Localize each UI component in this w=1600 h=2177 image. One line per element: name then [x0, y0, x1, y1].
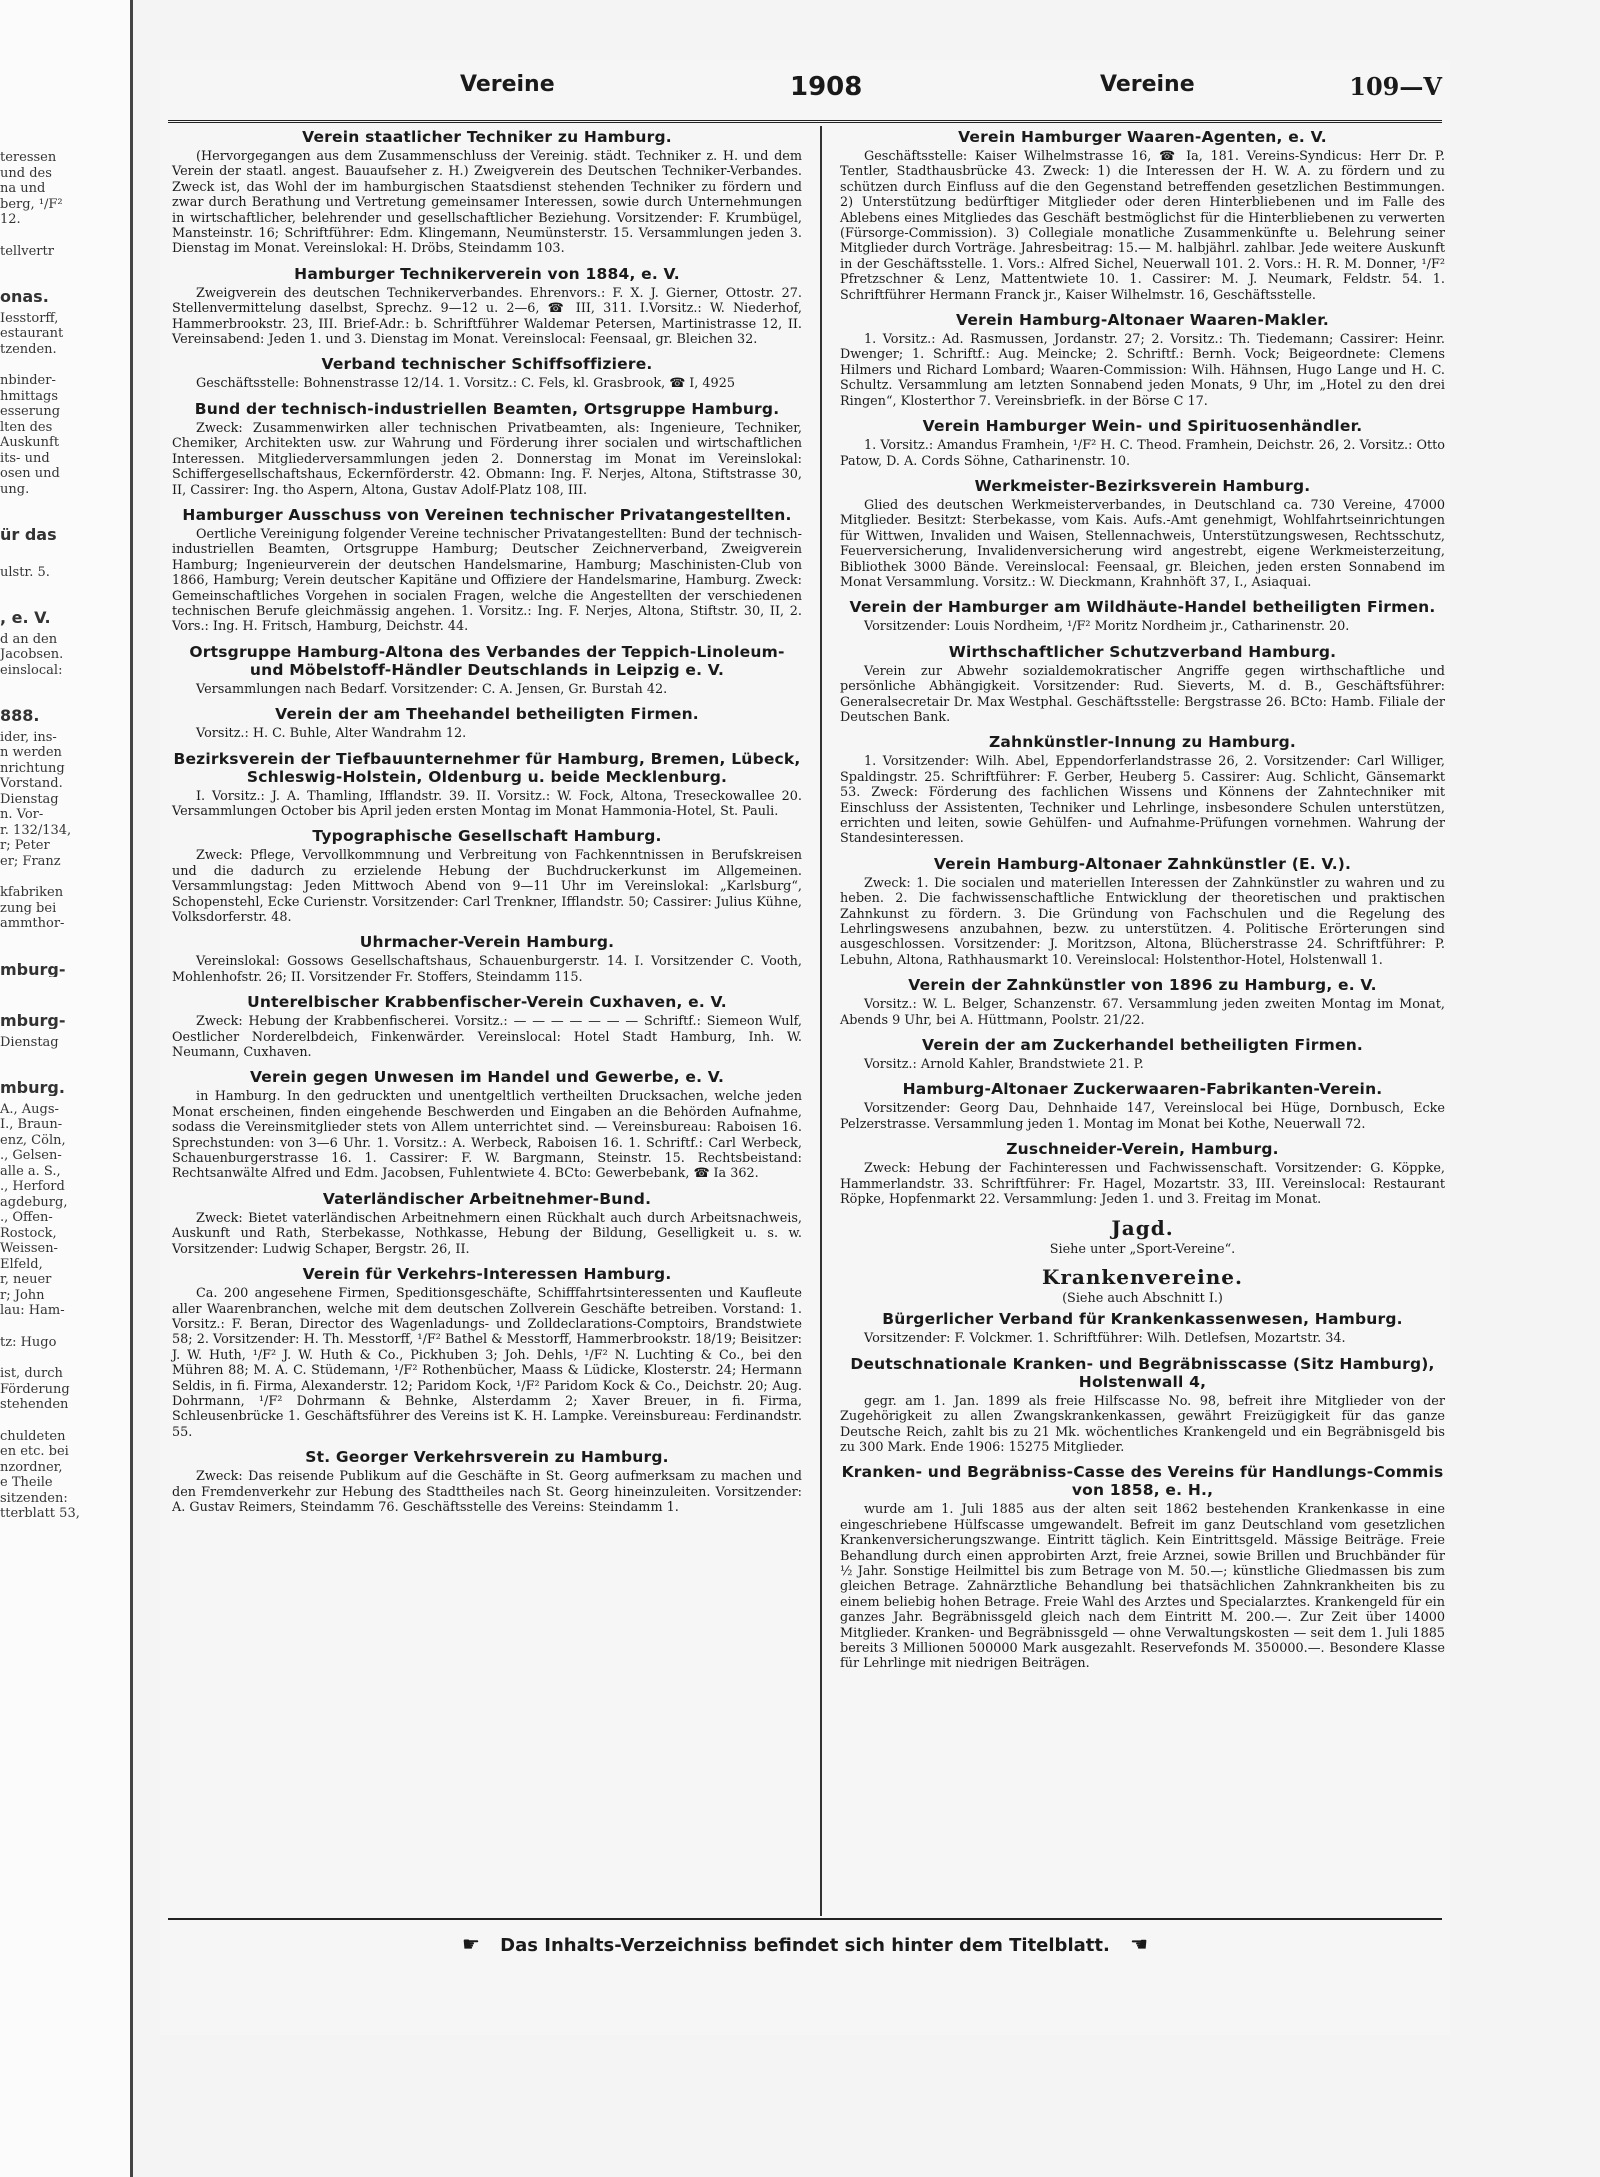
fragment-line: mburg-	[0, 1013, 66, 1029]
fragment-line: er; Franz	[0, 853, 61, 869]
club-entry	[172, 1190, 802, 1257]
club-entry	[172, 827, 802, 925]
club-description: I. Vorsitz.: J. A. Thamling, Ifflandstr. 39. II. Vorsitz.: W. Fock, Altona, Treseckowallee 20. Versammlungen October bis April jeden ersten Montag im Monat Hammonia-Hotel, St. Pauli.	[172, 788, 802, 819]
fragment-line	[0, 259, 118, 275]
club-entry	[172, 265, 802, 348]
fragment-line	[0, 678, 118, 694]
club-entry	[172, 400, 802, 498]
club-name: Bürgerlicher Verband für Krankenkassenwesen, Hamburg.	[882, 1310, 1403, 1329]
club-name: Verein der am Theehandel betheiligten Firmen.	[275, 705, 699, 724]
fragment-line: sitzenden:	[0, 1490, 68, 1506]
fragment-line: d an den	[0, 631, 58, 647]
fragment-line: berg, ¹/F²	[0, 196, 63, 212]
fragment-line: en etc. bei	[0, 1444, 69, 1459]
pointing-hand-left-icon: ☚	[1130, 1932, 1149, 1956]
club-description: 1. Vorsitzender: Wilh. Abel, Eppendorferlandstrasse 26, 2. Vorsitzender: Carl Williger, Spaldingstr. 25. Schriftführer: F. Gerber, Heuberg 5. Cassirer: Aug. Schlicht, Gänsemarkt 53. Zweck: Förderung des fachlichen Wissens und Könnens der Zahntechniker mit Einschluss der Assistenten, Techniker und Lehrlinge, insbesondere Schulen unterstützen, errichten und leiten, sowie Gehülfen- und Aufnahme-Prüfungen vornehmen. Wahrung der Standesinteressen.	[840, 754, 1445, 847]
fragment-line: und des	[0, 165, 52, 181]
fragment-line: chuldeten	[0, 1428, 66, 1444]
club-entry	[172, 750, 802, 820]
club-entry	[840, 1140, 1445, 1207]
club-description: Vorsitz.: H. C. Buhle, Alter Wandrahm 12.	[196, 726, 467, 742]
club-entry	[840, 311, 1445, 409]
fragment-line	[0, 549, 118, 565]
fragment-line: esserung	[0, 404, 61, 419]
fragment-line: ulstr. 5.	[0, 564, 50, 580]
club-description: Zweck: Zusammenwirken aller technischen Privatbeamten, als: Ingenieure, Techniker, Chemiker, Architekten usw. zur Wahrung und Förderung ihrer socialen und wirtschaftlichen Interessen. Mitgliederversammlungen jeden 2. Donnerstag im Monat im Vereinslokal: Schiffergesellschaftshaus, Eckernförderstr. 42. Obmann: Ing. F. Nerjes, Altona, Stiftstrasse 30, II, Cassirer: Ing. tho Aspern, Altona, Gustav Adolf-Platz 108, III.	[172, 420, 802, 498]
left-column	[172, 128, 802, 1523]
fragment-line: Vorstand.	[0, 776, 63, 791]
fragment-line: Weissen-	[0, 1241, 58, 1256]
club-description: gegr. am 1. Jan. 1899 als freie Hilfscasse No. 98, befreit ihre Mitglieder von der Zugehörigkeit zu allen Zwangskrankenkassen, gewährt Freizügigkeit für das ganze Deutsche Reich, zahlt bis zu 21 Mk. wöchentliches Krankengeld und ein Begräbnisgeld bis zu 300 Mark. Ende 1906: 15275 Mitglieder.	[840, 1393, 1445, 1455]
fragment-line: r. 132/134,	[0, 822, 72, 838]
club-description: 1. Vorsitz.: Ad. Rasmussen, Jordanstr. 27; 2. Vorsitz.: Th. Tiedemann; Cassirer: Heinr. Dwenger; 1. Schriftf.: Aug. Meincke; 2. Schriftf.: Bernh. Vock; Beigeordnete: Clemens Hilmers und Richard Lombard; Waaren-Commission: Wilh. Hähnsen, Hugo Lange und H. C. Schultz. Versammlung am letzten Sonnabend jeden Monats, 9 Uhr, im „Hotel zu den drei Ringen“, Klosterthor 7. Vereinsbriefk. in der Börse C 17.	[840, 332, 1445, 409]
club-name: Verein Hamburger Wein- und Spirituosenhändler.	[922, 417, 1363, 436]
section-note-jagd: Siehe unter „Sport-Vereine“.	[1049, 1241, 1236, 1257]
fragment-line: tzenden.	[0, 341, 57, 357]
club-entry	[840, 1036, 1445, 1072]
fragment-line	[0, 497, 118, 513]
pointing-hand-right-icon: ☛	[461, 1932, 480, 1956]
club-name: Verein gegen Unwesen im Handel und Gewerbe, e. V.	[249, 1068, 725, 1087]
club-description: Ca. 200 angesehene Firmen, Speditionsgeschäfte, Schifffahrtsinteressenten und Kaufleute aller Waarenbranchen, welche mit dem deutschen Zollverein Geschäfte betreiben. Vorstand: 1. Vorsitz.: F. Beran, Director des Wagenladungs- und Zolldeclarations-Comptoirs, Brandstwiete 58; 2. Vorsitzender: H. Th. Messtorff, ¹/F² Bathel & Messtorff, Hammerbrookstr. 18/19; Beisitzer: J. W. Huth, ¹/F² J. W. Huth & Co., Pickhuben 3; Joh. Dehls, ¹/F² N. Luchting & Co., bei den Mühren 88; M. A. C. Stüdemann, ¹/F² Rothenbücher, Maass & Lüdicke, Klosterstr. 24; Hermann Seldis, in fi. Firma, Alexanderstr. 12; Paridom Kock, ¹/F² Paridom Kock & Co., Deichstr. 20; Aug. Dohrmann, ¹/F² Dohrmann & Behnke, Alsterdamm 2; Xaver Breuer, in fi. Firma, Schleusenbrücke 1. Geschäftsführer des Vereins ist K. H. Lampke. Vereinsbureau: Ferdinandstr. 55.	[172, 1286, 802, 1440]
club-name: Verein Hamburg-Altonaer Waaren-Makler.	[956, 311, 1329, 330]
club-name: Verein staatlicher Techniker zu Hamburg.	[302, 128, 672, 146]
fragment-line: r; John	[0, 1287, 45, 1303]
fragment-line: na und	[0, 181, 46, 196]
club-entry	[840, 1463, 1445, 1671]
club-description: Zweck: Hebung der Fachinteressen und Fachwissenschaft. Vorsitzender: G. Köppke, Hammerlandstr. 33. Schriftführer: Fr. Hagel, Mozartstr. 33, III. Vereinslocal: Restaurant Röpke, Hopfenmarkt 22. Versammlung: Jeden 1. und 3. Freitag im Monat.	[840, 1161, 1445, 1208]
club-entry	[172, 643, 802, 697]
club-name: Wirthschaftlicher Schutzverband Hamburg.	[948, 642, 1337, 661]
section-note-kranken: (Siehe auch Abschnitt I.)	[1062, 1290, 1223, 1306]
club-description: Geschäftsstelle: Kaiser Wilhelmstrasse 16, ☎ Ia, 181. Vereins-Syndicus: Herr Dr. P. Tentler, Stadthausbrücke 43. Zweck: 1) die Interessen der H. W. A. zu fördern und zu schützen durch Einfluss auf die den Gegenstand betreffenden gesetzlichen Bestimmungen. 2) Unterstützung bedürftiger Mitglieder oder deren Hinterbliebenen und im Falle des Ablebens eines Mitgliedes das Geschäft bestmöglichst für die Hinterbliebenen zu verwerten (Fürsorge-Commission). 3) Collegiale monatliche Zusammenkünfte u. Belehrung seiner Mitglieder durch Vorträge. Jahresbeitrag: 15.— M. halbjährl. zahlbar. Jede weitere Auskunft in der Geschäftsstelle. 1. Vors.: Alfred Sichel, Neuerwall 101. 2. Vors.: H. R. M. Donner, ¹/F² Pfretzschner & Lenz, Mattentwiete 10. 1. Cassirer: M. J. Neumark, Feldstr. 54. 1. Schriftführer Hermann Franck jr., Kaiser Wilhelmstr. 16, Geschäftsstelle.	[840, 149, 1445, 303]
club-description: Zweck: Bietet vaterländischen Arbeitnehmern einen Rückhalt auch durch Arbeitsnachweis, Auskunft und Rath, Sterbekasse, Nothkasse, Hebung der Bildung, Geselligkeit u. s. w. Vorsitzender: Ludwig Schaper, Bergstr. 26, II.	[172, 1210, 802, 1257]
header-left: Vereine	[460, 72, 555, 97]
club-description: wurde am 1. Juli 1885 aus der alten seit 1862 bestehenden Krankenkasse in eine eingeschriebene Hülfscasse umgewandelt. Befreit im ganz Deutschland vom gesetzlichen Krankenversicherungszwange. Eintritt täglich. Kein Eintrittsgeld. Mässige Beiträge. Freie Behandlung durch einen approbirten Arzt, freie Arznei, sowie Brillen und Bruchbänder für ½ Jahr. Sonstige Heilmittel bis zum Betrage von M. 50.—; künstliche Gliedmassen bis zum gleichen Betrage. Zahnärztliche Behandlung bei thatsächlichen Zahnkrankheiten bis zu einem beliebig hohen Betrage. Freie Wahl des Arztes und Specialarztes. Krankengeld für ein ganzes Jahr. Begräbnissgeld gleich nach dem Eintritt M. 200.—. Zur Zeit über 14000 Mitglieder. Kranken- und Begräbnissgeld — ohne Verwaltungskosten — seit dem 1. Juli 1885 bereits 3 Millionen 500000 Mark ausgezahlt. Reservefonds M. 350000.—. Besondere Klasse für Lehrlinge mit niedrigen Beiträgen.	[840, 1502, 1445, 1672]
adjacent-page-fragments	[0, 150, 118, 1522]
club-entry	[840, 1080, 1445, 1132]
fragment-line: Rostock,	[0, 1225, 57, 1241]
club-name: Verband technischer Schiffsoffiziere.	[321, 355, 653, 374]
club-entry	[172, 355, 802, 391]
fragment-line: r, neuer	[0, 1272, 52, 1287]
fragment-line: ., Gelsen-	[0, 1148, 62, 1163]
club-description: Vorsitzender: Georg Dau, Dehnhaide 147, Vereinslocal bei Hüge, Dornbusch, Ecke Pelzerstrasse. Versammlung jeden 1. Montag im Monat bei Kothe, Neuerwall 72.	[840, 1101, 1445, 1132]
club-description: Glied des deutschen Werkmeisterverbandes, in Deutschland ca. 730 Vereine, 47000 Mitglieder. Besitzt: Sterbekasse, vom Kais. Aufs.-Amt genehmigt, Wohlfahrtseinrichtungen für Wittwen, Invaliden und Waisen, Stellennachweis, Unterstützungswesen, Rechtsschutz, Feuerversicherung, Invalidenversicherung wird angestrebt, eigene Werkmeisterzeitung, Bibliothek 3000 Bände. Vereinslocal: Feensaal, gr. Bleichen, jeden ersten Sonnabend im Monat Versammlung. Vorsitz.: W. Dieckmann, Krahnhöft 37, I., Asiaquai.	[840, 497, 1445, 590]
club-description: Zweck: 1. Die socialen und materiellen Interessen der Zahnkünstler zu wahren und zu heben. 2. Die fachwissenschaftliche Entwicklung der theoretischen und praktischen Zahnkunst zu fördern. 3. Die Gründung von Fachschulen und die Regelung des Lehrlingswesens anzubahnen, bezw. zu unterstützen. 4. Politische Erörterungen sind ausgeschlossen. Vorsitzender: J. Moritzson, Altona, Blücherstrasse 24. Schriftführer: P. Lebuhn, Altona, Rathhausmarkt 10. Vereinslocal: Holstenthor-Hotel, Holstenwall 1.	[840, 875, 1445, 968]
fragment-line: n. Vor-	[0, 807, 44, 822]
club-entry	[172, 128, 802, 257]
club-description: Verein zur Abwehr sozialdemokratischer Angriffe gegen wirthschaftliche und persönliche Abhängigkeit. Vorsitzender: Rud. Sieverts, M. d. B., Geschäftsführer: Generalsecretair Dr. Max Westphal. Geschäftsstelle: Bergstrasse 26. BCto: Hamb. Filiale der Deutschen Bank.	[840, 663, 1445, 725]
club-description: Vorsitz.: W. L. Belger, Schanzenstr. 67. Versammlung jeden zweiten Montag im Monat, Abends 9 Uhr, bei A. Hüttmann, Poolstr. 21/22.	[840, 997, 1445, 1028]
club-name: Bund der technisch-industriellen Beamten, Ortsgruppe Hamburg.	[194, 399, 780, 418]
club-name: Werkmeister-Bezirksverein Hamburg.	[974, 476, 1311, 495]
directory-page	[160, 60, 1450, 2035]
fragment-line: A., Augs-	[0, 1101, 59, 1117]
footer-rule	[168, 1918, 1442, 1920]
club-entry	[840, 477, 1445, 590]
fragment-line	[0, 357, 118, 373]
fragment-line: mburg.	[0, 1080, 65, 1096]
club-name: Unterelbischer Krabbenfischer-Verein Cuxhaven, e. V.	[247, 993, 727, 1012]
club-description: (Hervorgegangen aus dem Zusammenschluss der Vereinig. städt. Techniker z. H. und dem Verein der staatl. angest. Bauaufseher z. H.) Zweigverein des Deutschen Techniker-Verbandes. Zweck ist, das Wohl der im hamburgischen Staatsdienst stehenden Techniker zu fördern und zwar durch Berathung und Vertretung gemeinsamer Interessen, sowie durch Unternehmungen in wirtschaftlicher, belehrender und gesellschaftlicher Beziehung. Vorsitzender: F. Krumbügel, Mansteinstr. 16; Schriftführer: Edm. Klingemann, Neumünsterstr. 15. Versammlungen jeden 3. Dienstag im Monat. Vereinslokal: H. Dröbs, Steindamm 103.	[172, 149, 802, 257]
fragment-line: Förderung	[0, 1381, 70, 1397]
fragment-line: tellvertr	[0, 243, 54, 259]
fragment-line	[0, 1319, 118, 1335]
club-name: Hamburger Technikerverein von 1884, e. V.	[294, 264, 680, 283]
fragment-line: nzordner,	[0, 1459, 63, 1475]
section-heading-jagd: Jagd.	[1111, 1215, 1174, 1240]
fragment-line: lten des	[0, 419, 53, 435]
club-entry	[840, 643, 1445, 726]
fragment-line: zung bei	[0, 900, 57, 916]
fragment-line: onas.	[0, 289, 49, 305]
fragment-line: 12.	[0, 212, 21, 227]
club-name: Verein für Verkehrs-Interessen Hamburg.	[302, 1265, 672, 1284]
fragment-line: n werden	[0, 745, 62, 760]
footer-notice	[160, 1932, 1450, 1956]
fragment-line: ammthor-	[0, 916, 65, 931]
club-entry	[840, 733, 1445, 846]
club-entry	[172, 705, 802, 741]
fragment-line: kfabriken	[0, 885, 64, 900]
fragment-line: nbinder-	[0, 373, 56, 388]
fragment-line: its- und	[0, 450, 50, 466]
club-name: Verein der Zahnkünstler von 1896 zu Hamburg, e. V.	[908, 976, 1377, 995]
club-description: Zweck: Das reisende Publikum auf die Geschäfte in St. Georg aufmerksam zu machen und den Fremdenverkehr zur Hebung des Stadttheiles nach St. Georg hineinzuleiten. Vorsitzender: A. Gustav Reimers, Steindamm 76. Geschäftsstelle des Vereins: Steindamm 1.	[172, 1469, 802, 1515]
club-name: Ortsgruppe Hamburg-Altona des Verbandes der Teppich-Linoleum- und Möbelstoff-Händler Deutschlands in Leipzig e. V.	[189, 642, 785, 679]
jagd-section	[840, 1216, 1445, 1257]
header-right: Vereine	[1100, 72, 1195, 97]
club-entry	[840, 855, 1445, 968]
page-header	[160, 72, 1450, 116]
fragment-line	[0, 1050, 118, 1066]
club-name: Bezirksverein der Tiefbauunternehmer für Hamburg, Bremen, Lübeck, Schleswig-Holstein, Oldenburg u. beide Mecklenburg.	[173, 749, 801, 786]
fragment-line: I., Braun-	[0, 1117, 63, 1132]
club-entry	[172, 1068, 802, 1181]
fragment-line: osen und	[0, 466, 60, 481]
fragment-line: Auskunft	[0, 435, 60, 450]
club-name: Zuschneider-Verein, Hamburg.	[1006, 1140, 1279, 1159]
fragment-line: ider, ins-	[0, 729, 57, 745]
fragment-line: teressen	[0, 150, 57, 165]
club-name: Typographische Gesellschaft Hamburg.	[312, 827, 662, 846]
fragment-line: Jacobsen.	[0, 647, 64, 662]
fragment-line	[0, 1350, 118, 1366]
fragment-line: einslocal:	[0, 662, 63, 678]
club-name: Hamburger Ausschuss von Vereinen technischer Privatangestellten.	[182, 505, 792, 524]
club-entry	[172, 1265, 802, 1440]
fragment-line: Dienstag	[0, 791, 59, 807]
fragment-line	[0, 983, 118, 999]
footer-text: Das Inhalts-Verzeichniss befindet sich hinter dem Titelblatt.	[500, 1935, 1110, 1956]
club-entry	[172, 506, 802, 635]
club-entry	[840, 598, 1445, 634]
fragment-line: ., Offen-	[0, 1210, 53, 1225]
fragment-line: Elfeld,	[0, 1256, 43, 1272]
fragment-line: , e. V.	[0, 610, 51, 626]
club-entry	[840, 128, 1445, 303]
club-description: Vorsitz.: Arnold Kahler, Brandstwiete 21. P.	[864, 1057, 1144, 1073]
fragment-line	[0, 1413, 118, 1429]
kranken-section	[840, 1265, 1445, 1672]
club-description: Oertliche Vereinigung folgender Vereine technischer Privatangestellten: Bund der technisch-industriellen Beamten, Ortsgruppe Hamburg; Deutscher Zeichnerverband, Zweigverein Hamburg; Ingenieurverein der deutschen Handelsmarine, Hamburg; Maschinisten-Club von 1866, Hamburg; Verein deutscher Kapitäne und Offiziere der Handelsmarine, Hamburg. Zweck: Gemeinschaftliches Vorgehen in socialen Fragen, welche die Angestellten der verschiedenen technischen Berufe gleichmässig angehen. 1. Vorsitz.: Ing. F. Nerjes, Altona, Stiftstr. 30, II, 2. Vors.: Ing. H. Fritsch, Hamburg, Deichstr. 44.	[172, 526, 802, 635]
club-name: Deutschnationale Kranken- und Begräbnisscasse (Sitz Hamburg), Holstenwall 4,	[850, 1354, 1435, 1391]
club-name: Vaterländischer Arbeitnehmer-Bund.	[322, 1189, 652, 1208]
club-description: Vorsitzender: Louis Nordheim, ¹/F² Moritz Nordheim jr., Catharinenstr. 20.	[864, 619, 1350, 635]
fragment-line: lau: Ham-	[0, 1303, 65, 1318]
fragment-line: hmittags	[0, 388, 59, 404]
section-heading-kranken: Krankenvereine.	[1042, 1264, 1243, 1289]
fragment-line: 888.	[0, 708, 40, 724]
fragment-line: r; Peter	[0, 838, 50, 853]
fragment-line: ung.	[0, 481, 30, 497]
club-entry	[840, 417, 1445, 469]
fragment-line: agdeburg,	[0, 1194, 68, 1210]
fragment-line: e Theile	[0, 1475, 53, 1490]
club-name: Hamburg-Altonaer Zuckerwaaren-Fabrikanten-Verein.	[902, 1080, 1383, 1099]
fragment-line	[0, 869, 118, 885]
fragment-line: tz: Hugo	[0, 1334, 57, 1350]
club-name: Uhrmacher-Verein Hamburg.	[359, 933, 615, 952]
header-year: 1908	[790, 72, 863, 102]
fragment-line: alle a. S.,	[0, 1163, 61, 1179]
club-entry	[840, 1310, 1445, 1346]
fragment-line: Iesstorff,	[0, 310, 59, 326]
club-description: Vorsitzender: F. Volckmer. 1. Schriftführer: Wilh. Detlefsen, Mozartstr. 34.	[864, 1331, 1346, 1347]
fragment-line: ist, durch	[0, 1366, 63, 1381]
fragment-line: stehenden	[0, 1397, 69, 1412]
fragment-line: ., Herford	[0, 1179, 65, 1194]
club-name: Verein Hamburger Waaren-Agenten, e. V.	[958, 128, 1327, 146]
club-name: Verein der Hamburger am Wildhäute-Handel betheiligten Firmen.	[849, 598, 1436, 617]
page-number: 109—V	[1349, 72, 1442, 101]
header-rule	[168, 120, 1442, 123]
club-description: Vereinslokal: Gossows Gesellschaftshaus, Schauenburgerstr. 14. I. Vorsitzender C. Vooth, Mohlenhofstr. 26; II. Vorsitzender Fr. Stoffers, Steindamm 115.	[172, 954, 802, 985]
fragment-line: mburg-	[0, 961, 66, 977]
fragment-line	[0, 228, 118, 244]
club-name: Zahnkünstler-Innung zu Hamburg.	[988, 733, 1297, 752]
club-entry	[840, 976, 1445, 1028]
club-name: St. Georger Verkehrsverein zu Hamburg.	[305, 1448, 669, 1467]
club-name: Kranken- und Begräbniss-Casse des Vereins für Handlungs-Commis von 1858, e. H.,	[841, 1463, 1444, 1500]
fragment-line: ür das	[0, 527, 57, 543]
fragment-line	[0, 580, 118, 596]
club-description: Geschäftsstelle: Bohnenstrasse 12/14. 1. Vorsitz.: C. Fels, kl. Grasbrook, ☎ I, 4925	[196, 376, 735, 392]
right-column	[840, 128, 1445, 1680]
club-description: Zweigverein des deutschen Technikerverbandes. Ehrenvors.: F. X. J. Gierner, Ottostr. 27. Stellenvermittelung daselbst, Sprechz. 9—12 u. 2—6, ☎ III, 311. I.Vorsitz.: W. Niederhof, Hammerbrookstr. 23, III. Brief-Adr.: b. Schriftführer Waldemar Petersen, Martinistrasse 12, II. Vereinsabend: Jeden 1. und 3. Dienstag im Monat. Vereinslocal: Feensaal, gr. Bleichen 32.	[172, 285, 802, 348]
fragment-line	[0, 932, 118, 948]
club-entry	[840, 1355, 1445, 1456]
club-description: 1. Vorsitz.: Amandus Framhein, ¹/F² H. C. Theod. Framhein, Deichstr. 26, 2. Vorsitz.: Otto Patow, D. A. Cords Söhne, Catharinenstr. 10.	[840, 438, 1445, 469]
column-divider	[820, 126, 822, 1916]
fragment-line: nrichtung	[0, 760, 65, 776]
fragment-line: Dienstag	[0, 1034, 59, 1050]
club-description: Zweck: Hebung der Krabbenfischerei. Vorsitz.: — — — — — — — Schriftf.: Siemeon Wulf, Oestlicher Norderelbdeich, Finkenwärder. Vereinslocal: Hotel Stadt Hamburg, Inh. W. Neumann, Cuxhaven.	[172, 1014, 802, 1061]
fragment-line: estaurant	[0, 326, 64, 341]
club-name: Verein Hamburg-Altonaer Zahnkünstler (E. V.).	[933, 854, 1352, 873]
club-description: Zweck: Pflege, Vervollkommnung und Verbreitung von Fachkenntnissen in Berufskreisen und die dadurch zu erzielende Hebung der Buchdruckerkunst im Allgemeinen. Versammlungstag: Jeden Mittwoch Abend von 9—11 Uhr im Vereinslokal: „Karlsburg“, Schopenstehl, Ecke Curienstr. Vorsitzender: Carl Trenkner, Ifflandstr. 50; Cassirer: Julius Kühne, Volksdorferstr. 48.	[172, 848, 802, 925]
club-entry	[172, 933, 802, 985]
club-description: in Hamburg. In den gedruckten und unentgeltlich vertheilten Drucksachen, welche jeden Monat erscheinen, finden eingehende Beschwerden und Eingaben an die Behörden Aufnahme, sodass die Vereinsmitglieder stets von Allem unterrichtet sind. — Vereinsbureau: Raboisen 16. Sprechstunden: von 3—6 Uhr. 1. Vorsitz.: A. Werbeck, Raboisen 16. 1. Schriftf.: Carl Werbeck, Schauenburgerstrasse 16. 1. Cassirer: F. W. Bargmann, Steinstr. 15. Rechtsbeistand: Rechtsanwälte Alfred und Edm. Jacobsen, Fuhlentwiete 4. BCto: Gewerbebank, ☎ Ia 362.	[172, 1089, 802, 1182]
fragment-line: tterblatt 53,	[0, 1506, 80, 1521]
club-description: Versammlungen nach Bedarf. Vorsitzender: C. A. Jensen, Gr. Burstah 42.	[196, 681, 668, 697]
club-name: Verein der am Zuckerhandel betheiligten Firmen.	[921, 1036, 1364, 1055]
club-entry	[172, 993, 802, 1060]
fragment-line: enz, Cöln,	[0, 1132, 66, 1148]
club-entry	[172, 1448, 802, 1515]
